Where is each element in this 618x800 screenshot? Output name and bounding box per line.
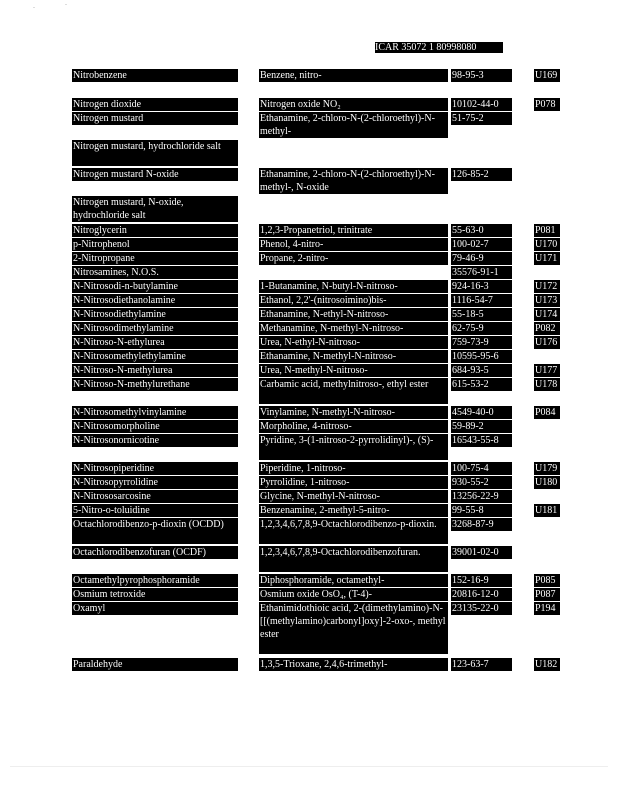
waste-code-cell: P194 <box>534 602 560 615</box>
substance-name-cell: N-Nitroso-N-ethylurea <box>72 336 238 349</box>
substance-name-cell: Nitroglycerin <box>72 224 238 237</box>
waste-code-cell: U182 <box>534 658 560 671</box>
chemical-abstracts-name-cell: Urea, N-methyl-N-nitroso- <box>259 364 448 377</box>
cas-number-cell: 759-73-9 <box>451 336 512 349</box>
cas-number-cell: 35576-91-1 <box>451 266 512 279</box>
waste-code-cell: U173 <box>534 294 560 307</box>
substance-name-cell: N-Nitrosodimethylamine <box>72 322 238 335</box>
chemical-abstracts-name-cell: Diphosphoramide, octamethyl- <box>259 574 448 587</box>
substance-name-cell: 2-Nitropropane <box>72 252 238 265</box>
cas-number-cell: 20816-12-0 <box>451 588 512 601</box>
substance-name-cell: N-Nitrosopiperidine <box>72 462 238 475</box>
substance-name-cell: N-Nitrosomethylethylamine <box>72 350 238 363</box>
scan-speck <box>65 4 67 5</box>
cas-number-cell: 3268-87-9 <box>451 518 512 531</box>
substance-name-cell: Paraldehyde <box>72 658 238 671</box>
chemical-abstracts-name-cell: 1,3,5-Trioxane, 2,4,6-trimethyl- <box>259 658 448 671</box>
substance-name-cell: Osmium tetroxide <box>72 588 238 601</box>
chemical-abstracts-name-cell: Glycine, N-methyl-N-nitroso- <box>259 490 448 503</box>
waste-code-cell: U174 <box>534 308 560 321</box>
document-code: ICAR 35072 1 80998080 <box>375 42 503 53</box>
cas-number-cell: 10595-95-6 <box>451 350 512 363</box>
cas-number-cell: 152-16-9 <box>451 574 512 587</box>
substance-name-cell: Nitrogen mustard <box>72 112 238 125</box>
substance-name-cell: N-Nitrosonornicotine <box>72 434 238 447</box>
waste-code-cell: P081 <box>534 224 560 237</box>
substance-name-cell: Nitrosamines, N.O.S. <box>72 266 238 279</box>
chemical-abstracts-name-cell: Pyrrolidine, 1-nitroso- <box>259 476 448 489</box>
page-bottom-rule <box>10 766 608 767</box>
substance-name-cell: Nitrogen dioxide <box>72 98 238 111</box>
cas-number-cell: 930-55-2 <box>451 476 512 489</box>
cas-number-cell: 100-75-4 <box>451 462 512 475</box>
scan-speck <box>33 7 35 8</box>
chemical-abstracts-name-cell: Ethanimidothioic acid, 2-(dimethylamino)-N-[[(methylamino)carbonyl]oxy]-2-oxo-, methyl ester <box>259 602 448 654</box>
chemical-abstracts-name-cell: 1-Butanamine, N-butyl-N-nitroso- <box>259 280 448 293</box>
waste-code-cell: U178 <box>534 378 560 391</box>
substance-name-cell: N-Nitroso-N-methylurethane <box>72 378 238 391</box>
cas-number-cell: 126-85-2 <box>451 168 512 181</box>
substance-name-cell: Nitrogen mustard N-oxide <box>72 168 238 181</box>
waste-code-cell: P087 <box>534 588 560 601</box>
substance-name-cell: N-Nitrosomorpholine <box>72 420 238 433</box>
substance-name-cell: N-Nitrosomethylvinylamine <box>72 406 238 419</box>
substance-name-cell: N-Nitrosopyrrolidine <box>72 476 238 489</box>
chemical-abstracts-name-cell: Benzenamine, 2-methyl-5-nitro- <box>259 504 448 517</box>
waste-code-cell: P078 <box>534 98 560 111</box>
chemical-abstracts-name-cell: 1,2,3-Propanetriol, trinitrate <box>259 224 448 237</box>
cas-number-cell: 62-75-9 <box>451 322 512 335</box>
cas-number-cell: 99-55-8 <box>451 504 512 517</box>
substance-name-cell: Octachlorodibenzo-p-dioxin (OCDD) <box>72 518 238 544</box>
chemical-abstracts-name-cell: Carbamic acid, methylnitroso-, ethyl ester <box>259 378 448 404</box>
chemical-abstracts-name-cell: Ethanamine, 2-chloro-N-(2-chloroethyl)-N-methyl-, N-oxide <box>259 168 448 194</box>
chemical-abstracts-name-cell: Piperidine, 1-nitroso- <box>259 462 448 475</box>
chemical-abstracts-name-cell: Morpholine, 4-nitroso- <box>259 420 448 433</box>
cas-number-cell: 98-95-3 <box>451 69 512 82</box>
substance-name-cell: Oxamyl <box>72 602 238 615</box>
chemical-abstracts-name-cell: 1,2,3,4,6,7,8,9-Octachlorodibenzo-p-dioxin. <box>259 518 448 544</box>
substance-name-cell: N-Nitrosodi-n-butylamine <box>72 280 238 293</box>
cas-number-cell: 79-46-9 <box>451 252 512 265</box>
cas-number-cell: 23135-22-0 <box>451 602 512 615</box>
chemical-abstracts-name-cell: Ethanamine, 2-chloro-N-(2-chloroethyl)-N-methyl- <box>259 112 448 138</box>
waste-code-cell: U176 <box>534 336 560 349</box>
waste-code-cell: U169 <box>534 69 560 82</box>
chemical-abstracts-name-cell: Propane, 2-nitro- <box>259 252 448 265</box>
chemical-abstracts-name-cell: Urea, N-ethyl-N-nitroso- <box>259 336 448 349</box>
substance-name-cell: 5-Nitro-o-toluidine <box>72 504 238 517</box>
substance-name-cell: p-Nitrophenol <box>72 238 238 251</box>
waste-code-cell: U177 <box>534 364 560 377</box>
waste-code-cell: U179 <box>534 462 560 475</box>
chemical-abstracts-name-cell: Pyridine, 3-(1-nitroso-2-pyrrolidinyl)-, (S)- <box>259 434 448 460</box>
chemical-abstracts-name-cell: Osmium oxide OsO₄, (T-4)- <box>259 588 448 601</box>
substance-name-cell: N-Nitrosodiethylamine <box>72 308 238 321</box>
cas-number-cell: 59-89-2 <box>451 420 512 433</box>
cas-number-cell: 51-75-2 <box>451 112 512 125</box>
substance-name-cell: Octachlorodibenzofuran (OCDF) <box>72 546 238 559</box>
waste-code-cell: P082 <box>534 322 560 335</box>
chemical-abstracts-name-cell: Nitrogen oxide NO₂ <box>259 98 448 111</box>
cas-number-cell: 100-02-7 <box>451 238 512 251</box>
waste-code-cell: P085 <box>534 574 560 587</box>
chemical-abstracts-name-cell: Methanamine, N-methyl-N-nitroso- <box>259 322 448 335</box>
substance-name-cell: Octamethylpyrophosphoramide <box>72 574 238 587</box>
cas-number-cell: 55-63-0 <box>451 224 512 237</box>
chemical-abstracts-name-cell: Ethanamine, N-ethyl-N-nitroso- <box>259 308 448 321</box>
waste-code-cell: U180 <box>534 476 560 489</box>
cas-number-cell: 10102-44-0 <box>451 98 512 111</box>
chemical-abstracts-name-cell: Ethanamine, N-methyl-N-nitroso- <box>259 350 448 363</box>
waste-code-cell: P084 <box>534 406 560 419</box>
chemical-abstracts-name-cell: Ethanol, 2,2'-(nitrosoimino)bis- <box>259 294 448 307</box>
chemical-abstracts-name-cell: Benzene, nitro- <box>259 69 448 82</box>
chemical-abstracts-name-cell: Vinylamine, N-methyl-N-nitroso- <box>259 406 448 419</box>
chemical-abstracts-name-cell: Phenol, 4-nitro- <box>259 238 448 251</box>
cas-number-cell: 4549-40-0 <box>451 406 512 419</box>
cas-number-cell: 924-16-3 <box>451 280 512 293</box>
cas-number-cell: 615-53-2 <box>451 378 512 391</box>
cas-number-cell: 684-93-5 <box>451 364 512 377</box>
cas-number-cell: 16543-55-8 <box>451 434 512 447</box>
chemical-abstracts-name-cell: 1,2,3,4,6,7,8,9-Octachlorodibenzofuran. <box>259 546 448 572</box>
cas-number-cell: 39001-02-0 <box>451 546 512 559</box>
waste-code-cell: U170 <box>534 238 560 251</box>
substance-name-cell: Nitrogen mustard, hydrochloride salt <box>72 140 238 166</box>
cas-number-cell: 13256-22-9 <box>451 490 512 503</box>
cas-number-cell: 55-18-5 <box>451 308 512 321</box>
waste-code-cell: U181 <box>534 504 560 517</box>
substance-name-cell: N-Nitrososarcosine <box>72 490 238 503</box>
cas-number-cell: 123-63-7 <box>451 658 512 671</box>
substance-name-cell: Nitrogen mustard, N-oxide, hydrochloride salt <box>72 196 238 222</box>
cas-number-cell: 1116-54-7 <box>451 294 512 307</box>
substance-name-cell: N-Nitroso-N-methylurea <box>72 364 238 377</box>
substance-name-cell: Nitrobenzene <box>72 69 238 82</box>
waste-code-cell: U172 <box>534 280 560 293</box>
substance-name-cell: N-Nitrosodiethanolamine <box>72 294 238 307</box>
waste-code-cell: U171 <box>534 252 560 265</box>
